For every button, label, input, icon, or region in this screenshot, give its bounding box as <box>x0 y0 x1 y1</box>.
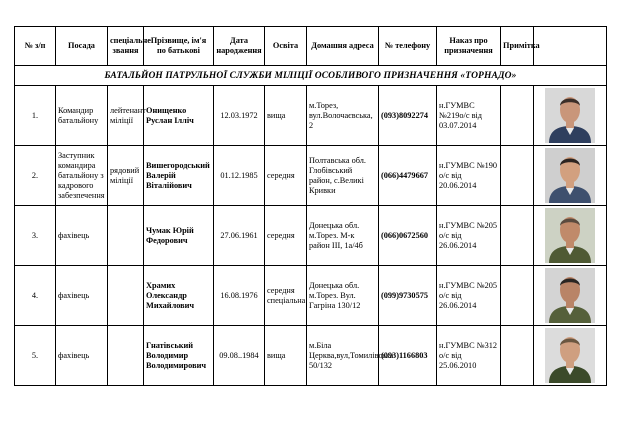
cell-num: 1. <box>15 86 56 146</box>
table-row <box>15 86 607 146</box>
cell-birth: 12.03.1972 <box>214 86 265 146</box>
cell-photo <box>534 206 607 266</box>
cell-num: 2. <box>15 146 56 206</box>
cell-name: Чумак Юрій Федорович <box>144 206 214 266</box>
cell-position: фахівець <box>56 206 108 266</box>
cell-order: н.ГУМВС №190 о/с від 20.06.2014 <box>437 146 501 206</box>
header-address: Домашня адреса <box>307 27 379 66</box>
cell-phone: (093)8092274 <box>379 86 437 146</box>
cell-birth: 16.08.1976 <box>214 266 265 326</box>
portrait-photo <box>545 268 595 323</box>
header-num: № з/п <box>15 27 56 66</box>
cell-photo <box>534 326 607 386</box>
cell-position: фахівець <box>56 326 108 386</box>
battalion-banner-row <box>15 66 607 86</box>
header-rank: спеціальне звання <box>108 27 144 66</box>
cell-address: Донецька обл. м.Торез. М-к район ІІІ, 1а/4б <box>307 206 379 266</box>
cell-note <box>501 206 534 266</box>
cell-photo <box>534 266 607 326</box>
cell-order: н.ГУМВС №219о/с від 03.07.2014 <box>437 86 501 146</box>
cell-num: 3. <box>15 206 56 266</box>
portrait-photo <box>545 328 595 383</box>
header-phone: № телефону <box>379 27 437 66</box>
portrait-photo <box>545 148 595 203</box>
cell-education: вища <box>265 326 307 386</box>
cell-address: Донецька обл. м.Торез. Вул. Гагріна 130/12 <box>307 266 379 326</box>
cell-education: середня <box>265 146 307 206</box>
cell-name: Гнатівський Володимир Володимирович <box>144 326 214 386</box>
cell-photo <box>534 86 607 146</box>
table-row <box>15 326 607 386</box>
cell-num: 4. <box>15 266 56 326</box>
cell-position: фахівець <box>56 266 108 326</box>
cell-phone: (099)9730575 <box>379 266 437 326</box>
cell-rank: лейтенант міліції <box>108 86 144 146</box>
table-row <box>15 266 607 326</box>
header-education: Освіта <box>265 27 307 66</box>
cell-rank <box>108 266 144 326</box>
cell-position: Командир батальйону <box>56 86 108 146</box>
table-row <box>15 146 607 206</box>
header-position: Посада <box>56 27 108 66</box>
cell-birth: 27.06.1961 <box>214 206 265 266</box>
personnel-table <box>14 26 607 386</box>
header-order: Наказ про призначення <box>437 27 501 66</box>
cell-address: м.Біла Церква,вул,Томилівська 50/132 <box>307 326 379 386</box>
cell-phone: (066)0672560 <box>379 206 437 266</box>
cell-name: Онищенко Руслан Ілліч <box>144 86 214 146</box>
cell-address: м.Торез, вул.Волочаєвська, 2 <box>307 86 379 146</box>
cell-education: середня спеціальна <box>265 266 307 326</box>
table-row <box>15 206 607 266</box>
portrait-photo <box>545 88 595 143</box>
cell-name: Вишегородський Валерій Віталійович <box>144 146 214 206</box>
cell-rank <box>108 206 144 266</box>
cell-note <box>501 326 534 386</box>
cell-address: Полтавська обл. Глобівський район, с.Великі Кривки <box>307 146 379 206</box>
cell-education: середня <box>265 206 307 266</box>
portrait-photo <box>545 208 595 263</box>
cell-photo <box>534 146 607 206</box>
cell-note <box>501 146 534 206</box>
cell-num: 5. <box>15 326 56 386</box>
cell-order: н.ГУМВС №312 о/с від 25.06.2010 <box>437 326 501 386</box>
cell-birth: 01.12.1985 <box>214 146 265 206</box>
cell-name: Храмих Олександр Михайлович <box>144 266 214 326</box>
header-birth: Дата народження <box>214 27 265 66</box>
cell-note <box>501 86 534 146</box>
header-name: Прізвище, ім'я по батькові <box>144 27 214 66</box>
cell-rank: рядовий міліції <box>108 146 144 206</box>
cell-note <box>501 266 534 326</box>
battalion-banner: БАТАЛЬЙОН ПАТРУЛЬНОЇ СЛУЖБИ МІЛІЦІЇ ОСОБЛИВОГО ПРИЗНАЧЕННЯ «ТОРНАДО» <box>15 66 607 86</box>
cell-phone: (093)1166803 <box>379 326 437 386</box>
cell-position: Заступник командира батальйону з кадрового забезпечення <box>56 146 108 206</box>
header-row <box>15 27 607 66</box>
cell-phone: (066)4479667 <box>379 146 437 206</box>
cell-education: вища <box>265 86 307 146</box>
cell-order: н.ГУМВС №205 о/с від 26.06.2014 <box>437 206 501 266</box>
cell-birth: 09.08..1984 <box>214 326 265 386</box>
cell-rank <box>108 326 144 386</box>
header-photo <box>534 27 607 66</box>
header-note: Примітка <box>501 27 534 66</box>
cell-order: н.ГУМВС №205 о/с від 26.06.2014 <box>437 266 501 326</box>
